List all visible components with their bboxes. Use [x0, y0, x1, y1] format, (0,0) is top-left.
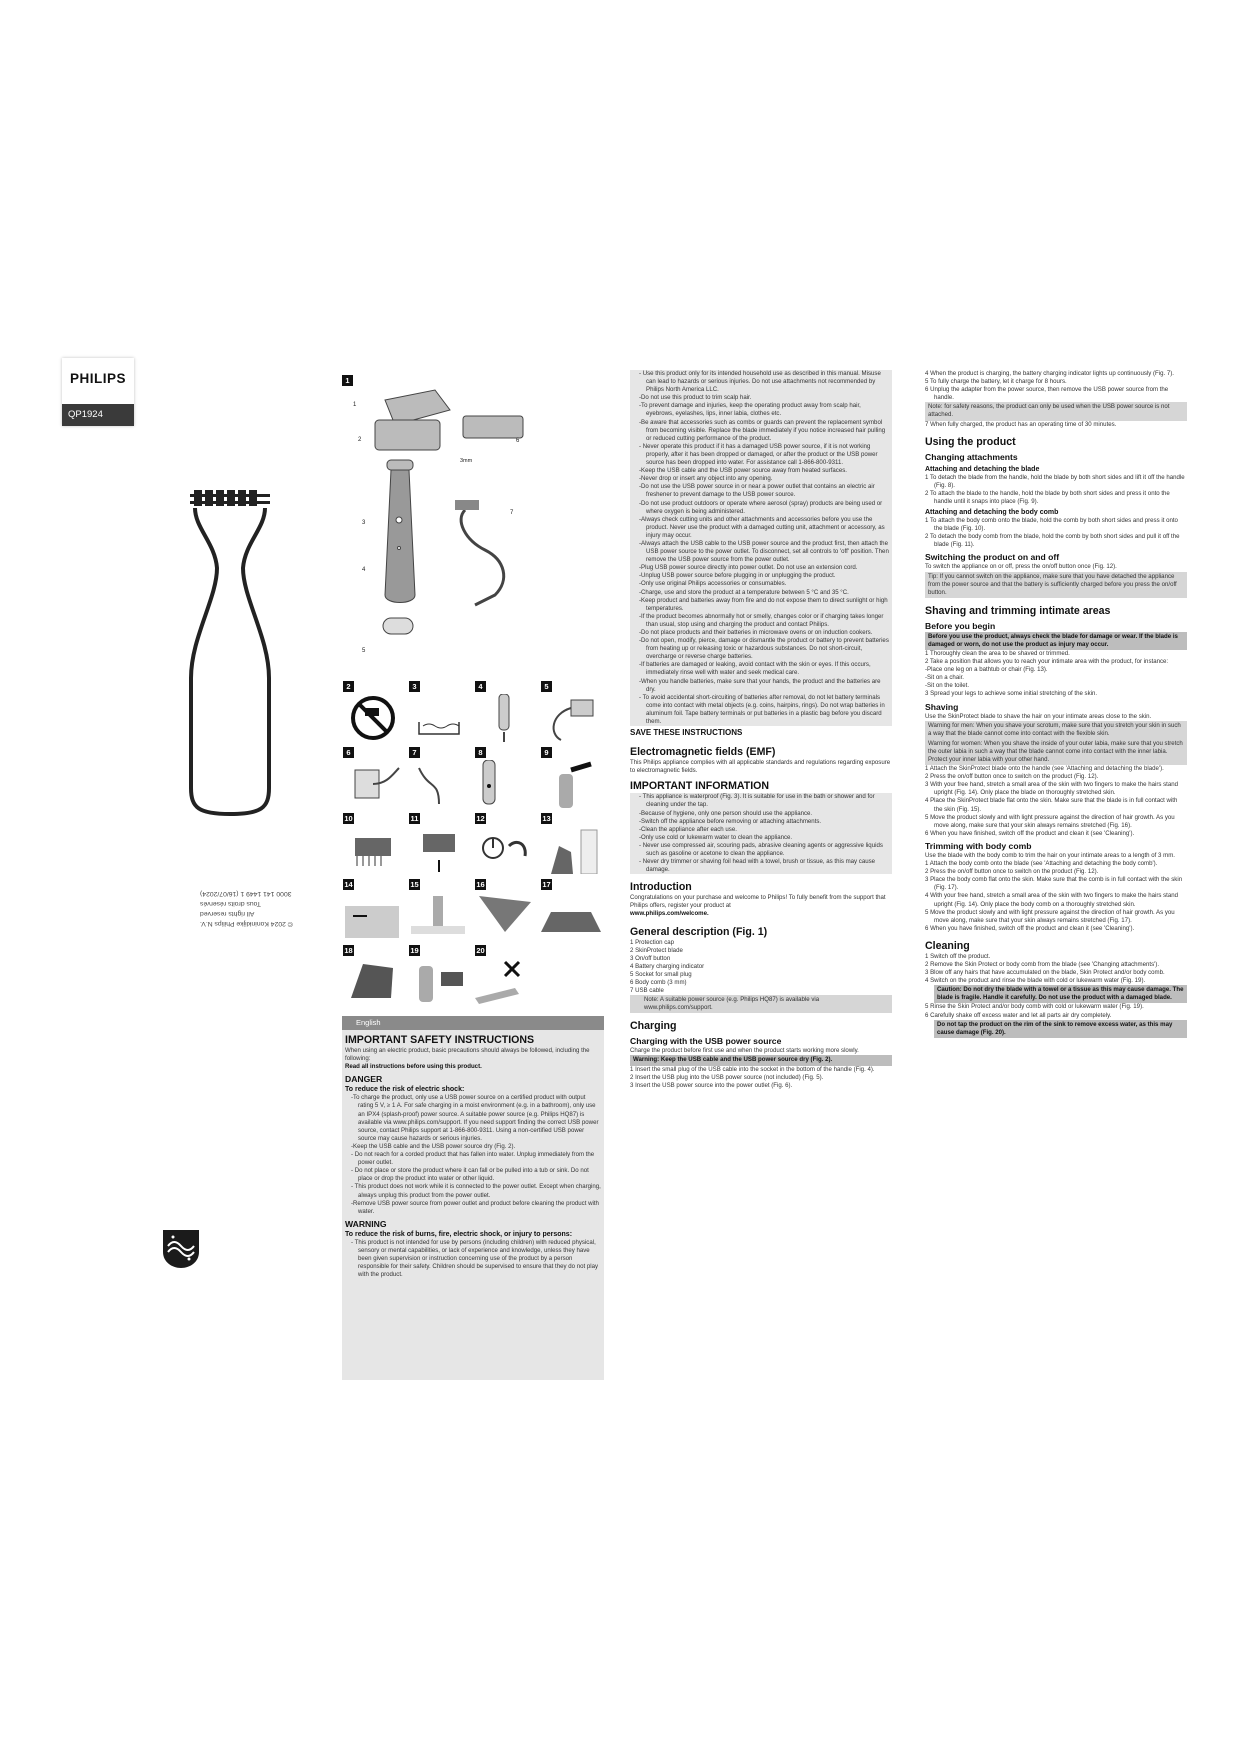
column-2: [630, 370, 892, 1090]
cleaning-step: 2 Remove the Skin Protect or body comb from the blade (see 'Changing attachments').: [925, 960, 1160, 968]
callout: 3: [362, 520, 366, 526]
figure-number: 15: [410, 880, 419, 889]
safety-item: -Never drop or insert any object into any opening.: [639, 475, 773, 483]
part-item: 3 On/off button: [630, 954, 671, 962]
safety-title: IMPORTANT SAFETY INSTRUCTIONS: [345, 1034, 535, 1047]
before-step: 3 Spread your legs to achieve some initial stretching of the skin.: [925, 690, 1098, 698]
warning-women: Warning for women: When you shave the inside of your outer labia, make sure that you stretch the outer labia in such a way that the blade cannot come into contact with the inner labia. Protect your inner labia with your other hand.: [925, 739, 1187, 765]
figure-number: 7: [409, 747, 420, 758]
detach-comb-icon: [409, 826, 469, 874]
attach-comb-icon: [343, 826, 403, 874]
before-step: 2 Take a position that allows you to reach your intimate area with the product, for instance:: [925, 658, 1169, 666]
read-all-text: Read all instructions before using this product.: [345, 1063, 482, 1071]
shaving-step: 6 When you have finished, switch off the product and clean it (see 'Cleaning').: [925, 829, 1135, 837]
figure-number: 14: [344, 880, 353, 889]
figure-number: 11: [410, 814, 419, 823]
shaving-step: 4 Place the SkinProtect blade flat onto the skin. Make sure that the blade is in full contact with the skin (Fig. 15).: [925, 797, 1178, 813]
trimming-step: 2 Press the on/off button once to switch on the product (Fig. 12).: [925, 868, 1099, 876]
charging-step: 4 When the product is charging, the battery charging indicator lights up continuously (Fig. 7).: [925, 370, 1174, 377]
comb-step: 1 To attach the body comb onto the blade, hold the comb by both short sides and press it onto the blade (Fig. 10).: [925, 517, 1178, 533]
copyright-line: Tous droits réservés: [200, 900, 261, 907]
callout: 1: [353, 402, 357, 408]
info-item: -Clean the appliance after each use.: [639, 825, 737, 833]
info-item: -Switch off the appliance before removing or attaching attachments.: [639, 817, 822, 825]
safety-intro: When using an electric product, basic precautions should always be followed, including the following:: [345, 1047, 590, 1063]
leg-on-chair-icon: [541, 826, 601, 874]
warning-item: - This product is not intended for use by persons (including children) with reduced physical, sensory or mental capabilities, or lack of experience and knowledge, unless they have been given supervision or instruction concerning use of the product by a person responsible for their safety. Children should be supervised to ensure that they do not play with the product.: [351, 1238, 599, 1279]
figure-number: 2: [343, 681, 354, 692]
column-1: [342, 1016, 604, 1380]
figure-number: 3: [409, 681, 420, 692]
do-not-tap-icon: [475, 958, 535, 1006]
figure-1: [342, 370, 353, 388]
save-instructions: SAVE THESE INSTRUCTIONS: [630, 728, 743, 738]
changing-attachments-heading: Changing attachments: [925, 451, 1018, 462]
info-item: - Never dry trimmer or shaving foil head with a towel, brush or tissue, as this may cause damage.: [639, 858, 876, 874]
info-item: -Only use cold or lukewarm water to clean the appliance.: [639, 833, 793, 841]
warning-men: Warning for men: When you shave your scrotum, make sure that you stretch your skin in such a way that the blade cannot come into contact with the flexible skin.: [925, 721, 1187, 739]
safety-note: Note: for safety reasons, the product can only be used when the USB power source is not attached.: [925, 402, 1187, 420]
before-begin-heading: Before you begin: [925, 620, 996, 631]
trimming-text: Use the blade with the body comb to trim the hair on your intimate areas to a length of 3 mm.: [925, 851, 1175, 859]
usb-charging-heading: Charging with the USB power source: [630, 1036, 782, 1047]
rinse-icon: [409, 958, 469, 1006]
figure-number: 13: [542, 814, 551, 823]
cleaning-final-warning: Do not tap the product on the rim of the sink to remove excess water, as this may cause damage (Fig. 20).: [934, 1020, 1187, 1038]
part-item: 1 Protection cap: [630, 938, 675, 946]
comb-step: 2 To detach the body comb from the blade, hold the comb by both short sides and pull it off the blade (Fig. 11).: [925, 533, 1180, 549]
safety-item: -Always attach the USB cable to the USB power source and the product first, then attach the USB power source to the power outlet. To disconnect, set all controls to 'off' position. Then remove the USB power source from the power outlet.: [639, 539, 889, 564]
charging-step: 6 Unplug the adapter from the power source, then remove the USB power source from the handle.: [925, 386, 1169, 402]
shaving-step: 2 Press the on/off button once to switch on the product (Fig. 12).: [925, 773, 1099, 781]
important-info-heading: IMPORTANT INFORMATION: [630, 780, 770, 793]
figure-number: 18: [344, 946, 353, 955]
outlet-icon: [343, 760, 403, 808]
shaving-section-heading: Shaving and trimming intimate areas: [925, 604, 1111, 617]
emf-heading: Electromagnetic fields (EMF): [630, 746, 776, 759]
shaving-motion-icon: [475, 892, 535, 940]
danger-subheading: To reduce the risk of electric shock:: [345, 1086, 465, 1094]
detach-blade-icon: [541, 760, 601, 808]
position-option: -Place one leg on a bathtub or chair (Fig. 13).: [925, 666, 1048, 674]
part-item: 6 Body comb (3 mm): [630, 979, 687, 986]
part-item: 4 Battery charging indicator: [630, 962, 705, 970]
cleaning-step: 5 Rinse the Skin Protect and/or body comb with cold or lukewarm water (Fig. 19).: [925, 1003, 1144, 1011]
safety-item: -Do not use the USB power source in or near a power outlet that contains an electric air freshener to prevent damage to the USB power source.: [639, 483, 875, 499]
cleaning-caution: Caution: Do not dry the blade with a towel or a tissue as this may cause damage. The blade is fragile. Handle it carefully. Do not use the product with a damaged blade.: [934, 985, 1187, 1003]
position-option: -Sit on a chair.: [925, 674, 964, 682]
charging-step: 1 Insert the small plug of the USB cable into the socket in the bottom of the handle (Fig. 4).: [630, 1065, 875, 1073]
safety-item: -To prevent damage and injuries, keep the operating product away from scalp hair, eyebrows, eyelashes, lips, inner labia, clothes etc.: [639, 402, 861, 418]
introduction-text: Congratulations on your purchase and welcome to Philips! To fully benefit from the support that Philips offers, register your product at: [630, 894, 886, 910]
cleaning-step: 3 Blow off any hairs that have accumulated on the blade, Skin Protect and/or body comb.: [925, 969, 1165, 977]
usb-adapter-icon: [541, 694, 601, 742]
comb-heading: Attaching and detaching the body comb: [925, 509, 1059, 517]
philips-shield-logo: [160, 1226, 202, 1270]
info-item: - Never use compressed air, scouring pads, abrasive cleaning agents or aggressive liquids such as gasoline or acetone to clean the appliance.: [639, 841, 883, 857]
usb-charging-text: Charge the product before first use and when the product starts working more slowly.: [630, 1047, 859, 1055]
figure-number: 1: [342, 375, 353, 386]
figure-number: 4: [475, 681, 486, 692]
figure-number: 9: [541, 747, 552, 758]
shaving-heading: Shaving: [925, 701, 959, 712]
trimming-heading: Trimming with body comb: [925, 840, 1032, 851]
shaving-text: Use the SkinProtect blade to shave the hair on your intimate areas close to the skin.: [925, 712, 1152, 720]
trimmer-outline-illustration: [185, 488, 275, 820]
callout: 5: [362, 648, 366, 654]
blade-step: 1 To detach the blade from the handle, hold the blade by both short sides and lift it off the handle (Fig. 8).: [925, 473, 1185, 489]
language-label: English: [342, 1016, 604, 1030]
part-item: 2 SkinProtect blade: [630, 946, 683, 954]
danger-item: - Do not place or store the product where it can fall or be pulled into a tub or sink. Do not place or drop the product into water or other liquid.: [351, 1167, 589, 1183]
shaving-step: 1 Attach the SkinProtect blade onto the handle (see 'Attaching and detaching the blade').: [925, 765, 1164, 773]
danger-item: - This product does not work while it is connected to the power outlet. Except when charging, always unplug this product from the power outlet.: [351, 1183, 601, 1199]
cleaning-step: 6 Carefully shake off excess water and let all parts air dry completely.: [925, 1011, 1112, 1019]
brand-block: [62, 358, 134, 426]
safety-item: -Do not use this product to trim scalp hair.: [639, 394, 752, 402]
trimming-step: 4 With your free hand, stretch a small area of the skin with two fingers to make the hairs stand upright (Fig. 14). Only place the body comb on a thoroughly stretched skin.: [925, 892, 1179, 908]
safety-item: -When you handle batteries, make sure that your hands, the product and the batteries are dry.: [639, 677, 881, 693]
switch-tip: Tip: If you cannot switch on the appliance, make sure that you have detached the appliance from the power source and that the battery is sufficiently charged before you press the on/off button.: [925, 572, 1187, 598]
figure-number: 5: [541, 681, 552, 692]
trimming-step: 6 When you have finished, switch off the product and clean it (see 'Cleaning').: [925, 924, 1135, 932]
part-item: 7 USB cable: [630, 987, 664, 995]
no-water-icon: [343, 694, 403, 742]
waterproof-icon: [409, 694, 469, 742]
blade-heading: Attaching and detaching the blade: [925, 465, 1040, 473]
welcome-link[interactable]: www.philips.com/welcome.: [630, 910, 709, 918]
figure-number: 12: [476, 814, 485, 823]
safety-item: -Plug USB power source directly into power outlet. Do not use an extension cord.: [639, 564, 858, 572]
warning-subheading: To reduce the risk of burns, fire, electric shock, or injury to persons:: [345, 1230, 573, 1238]
charging-cable-icon: [409, 760, 469, 808]
using-heading: Using the product: [925, 435, 1016, 448]
power-source-note: Note: A suitable power source (e.g. Philips HQ87) is available via www.philips.com/support.: [630, 995, 892, 1013]
callout: 2: [358, 437, 362, 443]
warning-heading: WARNING: [345, 1218, 387, 1229]
info-item: -Because of hygiene, only one person should use the appliance.: [639, 809, 813, 817]
before-step: 1 Thoroughly clean the area to be shaved or trimmed.: [925, 649, 1070, 657]
callout: 6: [516, 438, 520, 444]
copyright-line: 3000 141 1449 1 (16/07/2024): [200, 890, 292, 897]
stretch-skin-icon: [343, 892, 403, 940]
cleaning-step: 4 Switch on the product and rinse the blade with cold or lukewarm water (Fig. 19).: [925, 977, 1146, 985]
callout: 4: [362, 567, 366, 573]
copyright-line: All rights reserved: [200, 910, 255, 917]
charging-step: 3 Insert the USB power source into the power outlet (Fig. 6).: [630, 1081, 793, 1089]
safety-item: - Use this product only for its intended household use as described in this manual. Misuse can lead to hazards or serious injuries. Do not use attachments not recommended by Philips North America LLC.: [639, 370, 881, 394]
power-button-icon: [475, 826, 535, 874]
part-item: 5 Socket for small plug: [630, 970, 692, 978]
info-item: - This appliance is waterproof (Fig. 3). It is suitable for use in the bath or shower and for cleaning under the tap.: [639, 793, 875, 809]
cleaning-heading: Cleaning: [925, 939, 970, 952]
trimming-step: 3 Place the body comb flat onto the skin. Make sure that the comb is in full contact with the skin (Fig. 17).: [925, 876, 1183, 892]
charging-step: 7 When fully charged, the product has an operating time of 30 minutes.: [925, 420, 1117, 428]
plug-in-product-icon: [475, 694, 535, 742]
product-overview-illustration: [355, 380, 545, 660]
trim-body-comb-icon: [343, 958, 403, 1006]
safety-item: -Unplug USB power source before plugging in or unplugging the product.: [639, 572, 836, 580]
blade-on-skin-icon: [409, 892, 469, 940]
shaving-step: 5 Move the product slowly and with light pressure against the direction of hair growth. As you move along, make sure that your skin always remains stretched (Fig. 16).: [925, 813, 1175, 829]
charging-step: 5 To fully charge the battery, let it charge for 8 hours.: [925, 378, 1067, 386]
emf-text: This Philips appliance complies with all applicable standards and regulations regarding exposure to electromagnetic fields.: [630, 759, 891, 775]
shaving-step: 3 With your free hand, stretch a small area of the skin with two fingers to make the hairs stand upright (Fig. 14). Only place the blade on thoroughly stretched skin.: [925, 781, 1179, 797]
danger-heading: DANGER: [345, 1074, 383, 1085]
figure-number: 17: [542, 880, 551, 889]
usb-warning: Warning: Keep the USB cable and the USB power source dry (Fig. 2).: [630, 1055, 892, 1065]
safety-item: -Do not use product outdoors or operate where aerosol (spray) products are being used or where oxygen is being administered.: [639, 499, 883, 515]
trimming-step: 1 Attach the body comb onto the blade (see 'Attaching and detaching the body comb').: [925, 860, 1158, 868]
safety-item: -Charge, use and store the product at a temperature between 5 °C and 35 °C.: [639, 588, 849, 596]
figure-number: 6: [343, 747, 354, 758]
safety-item: -Keep the USB cable and the USB power source away from heated surfaces.: [639, 467, 847, 475]
figure-number: 19: [410, 946, 419, 955]
figure-number: 16: [476, 880, 485, 889]
comb-size-label: 3mm: [460, 458, 473, 464]
safety-item: -Always check cutting units and other attachments and accessories before you use the product. Never use the product with a damaged cutting unit, attachment or accessory, as injury may occur.: [639, 515, 885, 539]
general-description-heading: General description (Fig. 1): [630, 925, 768, 938]
safety-item: -Do not place products and their batteries in microwave ovens or on induction cookers.: [639, 629, 873, 636]
danger-item: -To charge the product, only use a USB power source on a certified product with output rating 5 V, ≥ 1 A. For safe charging in a moist environment (e.g. in a bathroom), only use an IPX4 (splash-proof) power source. A suitable power source (e.g. Philips HQ87) is available via www.philips.com/support. If you need support finding the correct USB power source, contact Philips support at 1-866-800-9311. Using a non-certified USB power source may cause hazards or serious injuries.: [351, 1094, 599, 1142]
column-3: [925, 370, 1187, 1038]
model-label: QP1924: [62, 404, 134, 426]
before-warning: Before you use the product, always check the blade for damage or wear. If the blade is damaged or worn, do not use the product as injury may occur.: [925, 632, 1187, 650]
brand-logo: PHILIPS: [69, 371, 126, 386]
charging-heading: Charging: [630, 1020, 677, 1033]
danger-item: -Remove USB power source from power outlet and product before cleaning the product with water.: [351, 1199, 599, 1215]
cleaning-step: 1 Switch off the product.: [925, 952, 991, 960]
safety-item: - Never operate this product if it has a damaged USB power source, if it is not working properly, after it has been dropped or damaged, or after the product or the USB power source has been dropped into water. For assistance call 1-866-800-9311.: [639, 442, 878, 467]
safety-item: - To avoid accidental short-circuiting of batteries after removal, do not let battery terminals come into contact with metal objects (e.g. coins, hairpins, rings). Do not wrap batteries in aluminum foil. Tape battery terminals or put batteries in a plastic bag before you discard them.: [639, 693, 885, 726]
safety-item: -Do not open, modify, pierce, damage or dismantle the product or battery to prevent batteries from heating up or releasing toxic or hazardous substances. Do not short-circuit, overcharge or reverse charge batteries.: [639, 637, 889, 661]
trimming-icon: [541, 892, 601, 940]
charging-indicator-icon: [475, 760, 535, 808]
safety-item: -If the product becomes abnormally hot or smelly, changes color or if charging takes longer than usual, stop using and charging the product and contact Philips.: [639, 612, 884, 628]
safety-item: -If batteries are damaged or leaking, avoid contact with the skin or eyes. If this occurs, immediately rinse well with water and seek medical care.: [639, 661, 871, 677]
position-option: -Sit on the toilet.: [925, 682, 970, 690]
blade-step: 2 To attach the blade to the handle, hold the blade by both short sides and press it onto the handle until it snaps into place (Fig. 9).: [925, 489, 1170, 505]
callout: 7: [510, 510, 514, 516]
figure-number: 10: [344, 814, 353, 823]
trimming-step: 5 Move the product slowly and with light pressure against the direction of hair growth. As you move along, make sure that your skin always remains stretched (Fig. 17).: [925, 908, 1175, 924]
safety-item: -Keep product and batteries away from fire and do not expose them to direct sunlight or high temperatures.: [639, 596, 888, 612]
switch-heading: Switching the product on and off: [925, 552, 1060, 563]
copyright-line: © 2024 Koninklijke Philips N.V.: [200, 920, 293, 927]
copyright-block: [200, 888, 320, 928]
figure-number: 20: [476, 946, 485, 955]
danger-item: -Keep the USB cable and the USB power source dry (Fig. 2).: [351, 1142, 516, 1150]
switch-text: To switch the appliance on or off, press the on/off button once (Fig. 12).: [925, 563, 1117, 571]
charging-step: 2 Insert the USB plug into the USB power source (not included) (Fig. 5).: [630, 1073, 824, 1081]
introduction-heading: Introduction: [630, 881, 692, 894]
safety-item: -Be aware that accessories such as combs or guards can prevent the replacement symbol from becoming visible. Replace the blade immediately if you notice increased hair pulling or reduced cutting performance of the product.: [639, 418, 886, 442]
danger-item: - Do not reach for a corded product that has fallen into water. Unplug immediately from the power outlet.: [351, 1151, 595, 1167]
figure-number: 8: [475, 747, 486, 758]
safety-item: -Only use original Philips accessories or consumables.: [639, 580, 787, 588]
